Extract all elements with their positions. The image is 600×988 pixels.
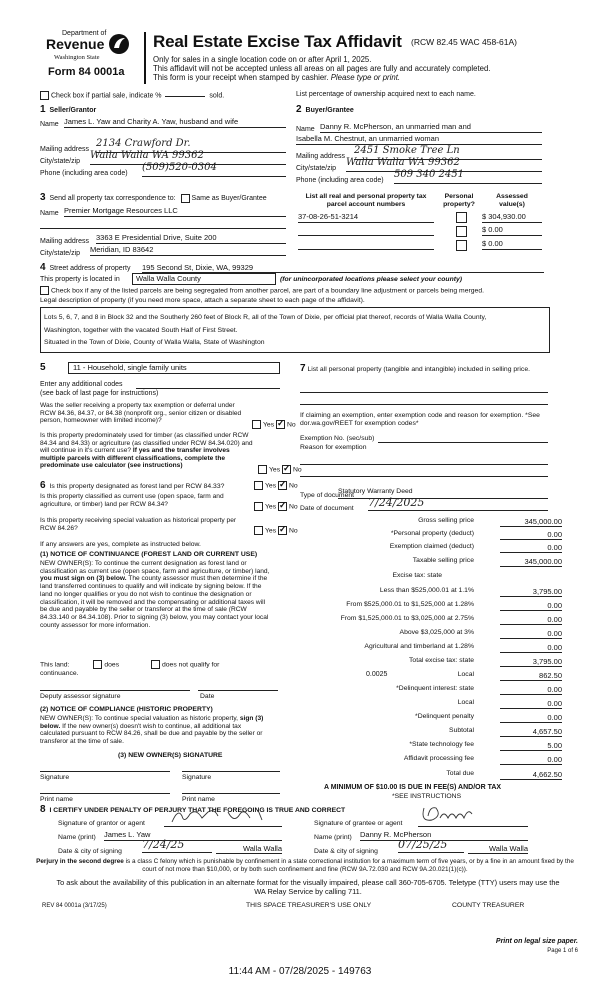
fee-row-local	[300, 671, 572, 682]
forest-no-checkbox[interactable]	[278, 481, 287, 490]
personal-property-line-1[interactable]	[300, 384, 548, 393]
fee-value[interactable]: 0.00	[500, 601, 562, 611]
notice2-text-b: sign (3) below.	[40, 715, 264, 730]
doc-date-field[interactable]: 7/24/2025	[368, 496, 548, 511]
historical-yes-label: Yes	[265, 527, 277, 535]
seller-mailing-field[interactable]: 2134 Crawford Dr.	[96, 138, 286, 153]
use-code-value: 11 - Household, single family units	[73, 363, 187, 372]
timber-no-label: No	[292, 466, 302, 474]
section7-heading	[300, 362, 548, 375]
fee-value[interactable]: 4,657.50	[500, 727, 562, 737]
grantor-signature-field[interactable]	[164, 814, 282, 827]
print-legal-note: Print on legal size paper.	[495, 938, 578, 945]
notice1-text-b: you must sign on (3) below.	[40, 575, 127, 583]
buyer-name-field-1[interactable]: Danny R. McPherson, an unmarried man and	[320, 122, 542, 133]
property-located-label: This property is located in	[40, 276, 120, 283]
fee-label: *State technology fee	[409, 741, 474, 748]
fee-value[interactable]: 862.50	[500, 671, 562, 681]
grantor-city-field[interactable]: Walla Walla	[216, 844, 282, 854]
use-code-select[interactable]	[68, 362, 280, 374]
notice1-text-a: NEW OWNER(S): To continue the current designation as forest land or classification as current use (open space, farm and agriculture, or timber) land,	[40, 560, 270, 575]
property-street-row	[40, 262, 130, 274]
owner-sig-line-2[interactable]	[182, 763, 280, 772]
logo-revenue: Revenue	[46, 36, 105, 52]
exemption-no-field[interactable]	[378, 434, 548, 443]
fee-row-bracket-2	[300, 601, 572, 612]
recording-stamp: 11:44 AM - 07/28/2025 - 149763	[228, 966, 372, 977]
fee-label: Subtotal	[449, 727, 474, 734]
fee-label: Gross selling price	[418, 517, 474, 524]
fee-value[interactable]: 0.00	[500, 629, 562, 639]
perjury-bold: Perjury in the second degree	[36, 858, 124, 865]
parcel-personal-checkbox-1[interactable]	[456, 212, 467, 223]
corr-mailing-field[interactable]: 3363 E Presidential Drive, Suite 200	[96, 233, 286, 244]
exemption-text: If claiming an exemption, enter exemption code and reason for exemption. *See dor.wa.gov/REET for exemption codes*	[300, 412, 540, 428]
q-timber-bold: If yes and the transfer involves multiple parcels with different classifications, complete the predominate use calculator (see instructions)	[40, 447, 230, 470]
fee-row-delinquent-local	[300, 699, 572, 710]
corr-mailing-label: Mailing address	[40, 238, 90, 245]
fee-label: Above $3,025,000 at 3%	[399, 629, 474, 636]
grantee-signature-field[interactable]	[418, 814, 528, 827]
exemption-yes-label: Yes	[263, 421, 275, 429]
deputy-sig-label: Deputy assessor signature	[40, 693, 121, 700]
forest-yes-label: Yes	[265, 482, 277, 490]
buyer-city-label: City/state/zip	[296, 165, 337, 172]
fee-label: Excise tax: state	[392, 572, 442, 579]
fee-value[interactable]: 345,000.00	[500, 557, 562, 567]
fee-row-personal	[300, 530, 572, 541]
notice1-text-c: The county assessor must then determine if the land transferred continues to qualify and will indicate by signing below. If the land no longer qualifies or you do not wish to continue the designation or classification, it will be removed and the compensating or additional taxes will be due and payable by the seller or transferor at the time of sale (RCW 84.33.140 or 84.34.108). Prior to signing (3) below, you may contact your local county assessor for more information.	[40, 575, 269, 629]
fee-row-agricultural	[300, 643, 572, 654]
q-current-use: Is this property classified as current use (open space, farm and agriculture, or timber) land per RCW 84.34?	[40, 493, 224, 508]
fee-value[interactable]: 0.00	[500, 685, 562, 695]
q-forest	[40, 480, 224, 492]
grantee-name-label: Name (print)	[314, 834, 352, 841]
owner-sig-line-1[interactable]	[40, 763, 170, 772]
this-land-label: This land:	[40, 661, 70, 669]
fee-label: From $525,000.01 to $1,525,000 at 1.28%	[346, 601, 474, 608]
property-street-field[interactable]: 195 Second St, Dixie, WA, 99329	[142, 263, 544, 273]
owner-print-label-2: Print name	[182, 796, 215, 803]
form-number: Form 84 0001a	[48, 66, 125, 78]
buyer-mailing-label: Mailing address	[296, 153, 346, 160]
fee-label: Total excise tax: state	[409, 657, 474, 664]
notice1-title: (1) NOTICE OF CONTINUANCE (FOREST LAND OR CURRENT USE)	[40, 551, 258, 558]
does-not-label: does not qualify for	[162, 661, 220, 669]
exemption-yes-checkbox[interactable]	[252, 420, 261, 429]
dor-logo	[40, 30, 132, 82]
does-label: does	[104, 661, 120, 669]
seller-mailing-label: Mailing address	[40, 146, 90, 153]
partial-sale-label: Check box if partial sale, indicate %	[51, 92, 162, 100]
fee-row-bracket-3	[300, 615, 572, 626]
seller-phone-field[interactable]: (509)520-0304	[142, 162, 286, 177]
parcel-value-1[interactable]: $ 304,930.00	[482, 212, 542, 223]
grantee-sig-label: Signature of grantee or agent	[314, 820, 403, 827]
deputy-date-line[interactable]	[198, 682, 278, 691]
same-as-buyer-label: Same as Buyer/Grantee	[191, 195, 267, 202]
fee-value[interactable]: 0.00	[500, 755, 562, 765]
segregated-row	[40, 286, 484, 295]
timber-yes-checkbox[interactable]	[258, 465, 267, 474]
buyer-city-field[interactable]: Walla Walla WA 99362	[346, 157, 542, 172]
property-num: 4	[40, 262, 46, 273]
owner-print-line-1[interactable]	[40, 785, 170, 794]
grantee-name-field[interactable]: Danny R. McPherson	[360, 830, 528, 841]
does-not-checkbox[interactable]	[151, 660, 160, 669]
fee-label: *Delinquent interest: state	[396, 685, 474, 692]
notice3-title: (3) NEW OWNER(S) SIGNATURE	[118, 752, 223, 759]
corr-name-line-2	[40, 220, 286, 229]
buyer-name-label: Name	[296, 126, 315, 133]
header-note-3	[153, 73, 400, 82]
legal-line-3: Situated in the Town of Dixie, County of Walla Walla, State of Washington	[44, 339, 265, 346]
section8-num: 8	[40, 804, 46, 815]
fee-label: *Delinquent penalty	[415, 713, 474, 720]
grantor-name-field[interactable]: James L. Yaw	[104, 830, 282, 841]
partial-sale-row	[40, 91, 224, 101]
buyer-title: Buyer/Grantee	[305, 107, 354, 114]
notice2-title: (2) NOTICE OF COMPLIANCE (HISTORIC PROPERTY)	[40, 706, 213, 713]
corr-name-label: Name	[40, 210, 59, 217]
legal-description-box[interactable]	[40, 307, 550, 353]
local-rate: 0.0025	[366, 671, 388, 678]
exemption-no-label: No	[286, 421, 296, 429]
notice2-text-a: NEW OWNER(S): To continue special valuation as historic property,	[40, 715, 239, 722]
parcel-col-account: List all real and personal property tax parcel account numbers	[305, 193, 427, 209]
owner-print-label-1: Print name	[40, 796, 73, 803]
section7-label: List all personal property (tangible and intangible) included in selling price.	[307, 366, 530, 373]
correspondence-heading	[40, 192, 267, 204]
treasurer-space: THIS SPACE TREASURER'S USE ONLY	[246, 902, 372, 909]
fee-label: Local	[457, 699, 474, 706]
owner-sig-label-2: Signature	[182, 774, 212, 781]
grantor-sig-label: Signature of grantor or agent	[58, 820, 145, 827]
buyer-heading	[296, 104, 354, 116]
section6-num: 6	[40, 480, 46, 491]
fee-value[interactable]: 0.00	[500, 643, 562, 653]
fee-row-technology	[300, 741, 572, 752]
accessibility-notice: To ask about the availability of this publication in an alternate format for the visually impaired, please call 360-705-6705. Teletype (TTY) users may use the WA Relay Service by calling 711.	[56, 878, 560, 896]
county-treasurer: COUNTY TREASURER	[452, 902, 525, 909]
corr-city-label: City/state/zip	[40, 250, 81, 257]
current-use-no-checkbox[interactable]	[278, 502, 287, 511]
grantor-date-label: Date & city of signing	[58, 848, 122, 855]
doc-date-label: Date of document	[300, 505, 354, 512]
fee-value[interactable]: 345,000.00	[500, 517, 562, 527]
q-historical: Is this property receiving special valuation as historical property per RCW 84.26?	[40, 517, 237, 532]
corr-city-field[interactable]: Meridian, ID 83642	[90, 245, 286, 256]
fee-row-penalty	[300, 713, 572, 724]
exemption-reason-label: Reason for exemption	[300, 444, 367, 451]
corr-name-field[interactable]: Premier Mortgage Resources LLC	[64, 206, 286, 217]
buyer-phone-field[interactable]: 509 340 2451	[394, 169, 542, 184]
does-checkbox[interactable]	[93, 660, 102, 669]
notice1-body	[40, 560, 272, 629]
page-number: Page 1 of 6	[547, 948, 578, 954]
parcel-account-1[interactable]: 37-08-26-51-3214	[298, 212, 434, 223]
buyer-phone-label: Phone (including area code)	[296, 177, 384, 184]
exemption-reason-field-2[interactable]	[300, 468, 548, 477]
fee-value[interactable]: 4,662.50	[500, 770, 562, 780]
legal-line-1: Lots 5, 6, 7, and 8 in Block 32 and the Southerly 260 feet of Block R, all of the Town of Dixie, per official plat thereof, records of Walla Walla County,	[44, 314, 487, 321]
seller-name-label: Name	[40, 121, 59, 128]
fee-label: Affidavit processing fee	[403, 755, 474, 762]
fee-row-bracket-1	[300, 587, 572, 598]
fee-row-total-state	[300, 657, 572, 668]
perjury-text: is a class C felony which is punishable by confinement in a state correctional institution for a maximum term of five years, or by a fine in an amount fixed by the court of not more than $10,000, or by both such confinement and fine (RCW 9A.72.030 and RCW 9A.20.021(1)(c)).	[125, 858, 574, 873]
county-select[interactable]	[132, 273, 276, 285]
partial-sale-sold: sold.	[209, 92, 225, 100]
county-select-value: Walla Walla County	[136, 274, 201, 283]
this-land-row	[40, 660, 219, 669]
fee-row-excise-header	[300, 572, 572, 583]
grantee-date-field[interactable]: 07/25/25	[398, 838, 464, 853]
parcel-account-2[interactable]	[298, 225, 434, 236]
property-street-label: Street address of property	[49, 265, 131, 272]
parcel-col-personal: Personal property?	[443, 193, 475, 209]
fee-label: Agricultural and timberland at 1.28%	[364, 643, 474, 650]
fee-label: From $1,525,000.01 to $3,025,000 at 2.75%	[340, 615, 474, 622]
current-use-no-label: No	[288, 503, 298, 511]
legal-label: Legal description of property (if you need more space, attach a separate sheet to each page of the affidavit).	[40, 297, 365, 304]
segregated-checkbox[interactable]	[40, 286, 49, 295]
doc-type-label: Type of document	[300, 492, 355, 499]
deputy-date-label: Date	[200, 693, 215, 700]
fee-value[interactable]: 0.00	[500, 713, 562, 723]
certify-text: I CERTIFY UNDER PENALTY OF PERJURY THAT THE FOREGOING IS TRUE AND CORRECT	[49, 807, 346, 814]
historical-yes-checkbox[interactable]	[254, 526, 263, 535]
grantee-city-field[interactable]: Walla Walla	[468, 844, 528, 854]
segregated-label: Check box if any of the listed parcels are being segregated from another parcel, are part of a boundary line adjustment or parcels being merged.	[51, 287, 484, 295]
timber-no-checkbox[interactable]	[282, 465, 291, 474]
fee-label: Local	[457, 671, 474, 678]
parcel-value-3[interactable]: $ 0.00	[482, 239, 542, 250]
section7-num: 7	[300, 363, 306, 374]
owner-print-line-2[interactable]	[182, 785, 280, 794]
current-use-yes-label: Yes	[265, 503, 277, 511]
header-note-3a: This form is your receipt when stamped by cashier.	[153, 73, 329, 82]
fee-row-total-due	[300, 770, 572, 781]
additional-codes-field[interactable]	[136, 380, 280, 389]
personal-property-line-2[interactable]	[300, 396, 548, 405]
logo-dept: Department of	[62, 30, 107, 37]
current-use-yes-checkbox[interactable]	[254, 502, 263, 511]
notice2-body	[40, 715, 272, 746]
section5-num: 5	[40, 362, 46, 373]
doc-type-field[interactable]: Statutory Warranty Deed	[338, 488, 548, 499]
seller-title: Seller/Grantor	[49, 107, 97, 114]
fee-value[interactable]: 0.00	[500, 530, 562, 540]
timber-yes-label: Yes	[269, 466, 281, 474]
deputy-sig-line[interactable]	[40, 682, 190, 691]
fee-value[interactable]: 3,795.00	[500, 657, 562, 667]
q-exemption-answers	[252, 420, 296, 429]
parcel-personal-checkbox-2[interactable]	[456, 226, 467, 237]
fee-value[interactable]: 5.00	[500, 741, 562, 751]
form-revision: REV 84 0001a (3/17/25)	[42, 903, 107, 909]
fee-label: Less than $525,000.01 at 1.1%	[379, 587, 474, 594]
fee-row-processing	[300, 755, 572, 766]
if-yes-note: If any answers are yes, complete as instructed below.	[40, 541, 201, 548]
historical-no-label: No	[288, 527, 298, 535]
q-forest-text: Is this property designated as forest land per RCW 84.33?	[49, 483, 225, 490]
seller-heading	[40, 104, 96, 116]
fee-row-bracket-4	[300, 629, 572, 640]
q-historical-answers	[254, 526, 298, 535]
q-current-use-answers	[254, 502, 298, 511]
unincorporated-note: (for unincorporated locations please select your county)	[280, 276, 463, 283]
seller-phone-label: Phone (including area code)	[40, 170, 128, 177]
logo-state: Washington State	[54, 54, 100, 61]
fee-value[interactable]: 0.00	[500, 699, 562, 709]
page-title: Real Estate Excise Tax Affidavit	[153, 32, 402, 51]
see-back-note: (see back of last page for instructions)	[40, 390, 159, 397]
seller-city-label: City/state/zip	[40, 158, 81, 165]
seller-num: 1	[40, 104, 46, 115]
grantor-signature-scribble	[168, 806, 278, 826]
q-timber-text: Is this property predominately used for timber (as classified under RCW 84.34 and 84.33) or agriculture (as classified under RCW 84.34.020) and will continue in it's current use?	[40, 432, 253, 455]
fee-row-taxable	[300, 557, 572, 568]
fee-value[interactable]: 3,795.00	[500, 587, 562, 597]
q-exemption: Was the seller receiving a property tax exemption or deferral under RCW 84.36, 84.37, or 84.38 (nonprofit org., senior citizen or disabled person, homeowner with limited income)?	[40, 402, 242, 425]
q-forest-answers	[254, 481, 298, 490]
notice2-text-c: If the new owner(s) doesn't wish to continue, all additional tax calculated pursuant to RCW 84.26, shall be due and payable by the seller or transferor at the time of sale.	[40, 722, 263, 746]
revenue-swoosh-icon	[108, 32, 130, 56]
grantee-signature-scribble	[418, 804, 478, 826]
header-note-3b: Please type or print.	[330, 73, 401, 82]
header-note-1: Only for sales in a single location code on or after April 1, 2025.	[153, 55, 372, 64]
fee-row-delinquent-state	[300, 685, 572, 696]
parcel-value-2[interactable]: $ 0.00	[482, 225, 542, 236]
buyer-mailing-field[interactable]: 2451 Smoke Tree Ln	[354, 145, 542, 160]
legal-line-2: Washington, together with the vacated South Half of First Street.	[44, 327, 238, 334]
owner-sig-label-1: Signature	[40, 774, 70, 781]
header-divider	[144, 32, 146, 84]
fee-label: Taxable selling price	[412, 557, 474, 564]
additional-codes-label: Enter any additional codes	[40, 381, 123, 388]
parcel-account-3[interactable]	[298, 239, 434, 250]
fee-label: *Personal property (deduct)	[390, 530, 474, 537]
correspondence-num: 3	[40, 192, 46, 203]
parcel-col-assessed: Assessed value(s)	[496, 193, 528, 209]
fee-row-exemption	[300, 543, 572, 554]
exemption-reason-field[interactable]	[300, 456, 548, 465]
same-as-buyer-checkbox[interactable]	[181, 194, 190, 203]
buyer-num: 2	[296, 104, 302, 115]
fee-value[interactable]: 0.00	[500, 543, 562, 553]
minimum-due-note: A MINIMUM OF $10.00 IS DUE IN FEE(S) AND/OR TAX	[324, 784, 502, 791]
seller-city-field[interactable]: Walla Walla WA 99362	[90, 150, 286, 165]
partial-sale-checkbox[interactable]	[40, 91, 49, 100]
fee-row-gross	[300, 517, 572, 528]
fee-label: Exemption claimed (deduct)	[389, 543, 474, 550]
grantor-name-label: Name (print)	[58, 834, 96, 841]
seller-name-field[interactable]: James L. Yaw and Charity A. Yaw, husband and wife	[64, 117, 286, 128]
correspondence-label: Send all property tax correspondence to:	[49, 195, 176, 202]
q-timber	[40, 432, 255, 470]
header-note-2: This affidavit will not be accepted unless all areas on all pages are fully and accurately completed.	[153, 64, 491, 73]
fee-value[interactable]: 0.00	[500, 615, 562, 625]
fee-label: Total due	[446, 770, 474, 777]
title-statute: (RCW 82.45 WAC 458-61A)	[411, 37, 517, 47]
grantee-date-label: Date & city of signing	[314, 848, 378, 855]
see-instructions-note: *SEE INSTRUCTIONS	[392, 793, 462, 800]
exemption-no-checkbox[interactable]	[276, 420, 285, 429]
continuance-label: continuance.	[40, 670, 79, 677]
forest-yes-checkbox[interactable]	[254, 481, 263, 490]
perjury-notice	[32, 858, 578, 873]
buyer-name-field-2[interactable]: Isabella M. Chestnut, an unmarried woman	[296, 134, 542, 145]
exemption-no-label: Exemption No. (sec/sub)	[300, 435, 375, 442]
fee-row-subtotal	[300, 727, 572, 738]
forest-no-label: No	[288, 482, 298, 490]
q-timber-answers	[258, 465, 302, 474]
historical-no-checkbox[interactable]	[278, 526, 287, 535]
grantor-date-field[interactable]: 7/24/25	[142, 838, 212, 853]
ownership-note: List percentage of ownership acquired next to each name.	[296, 91, 476, 98]
parcel-personal-checkbox-3[interactable]	[456, 240, 467, 251]
